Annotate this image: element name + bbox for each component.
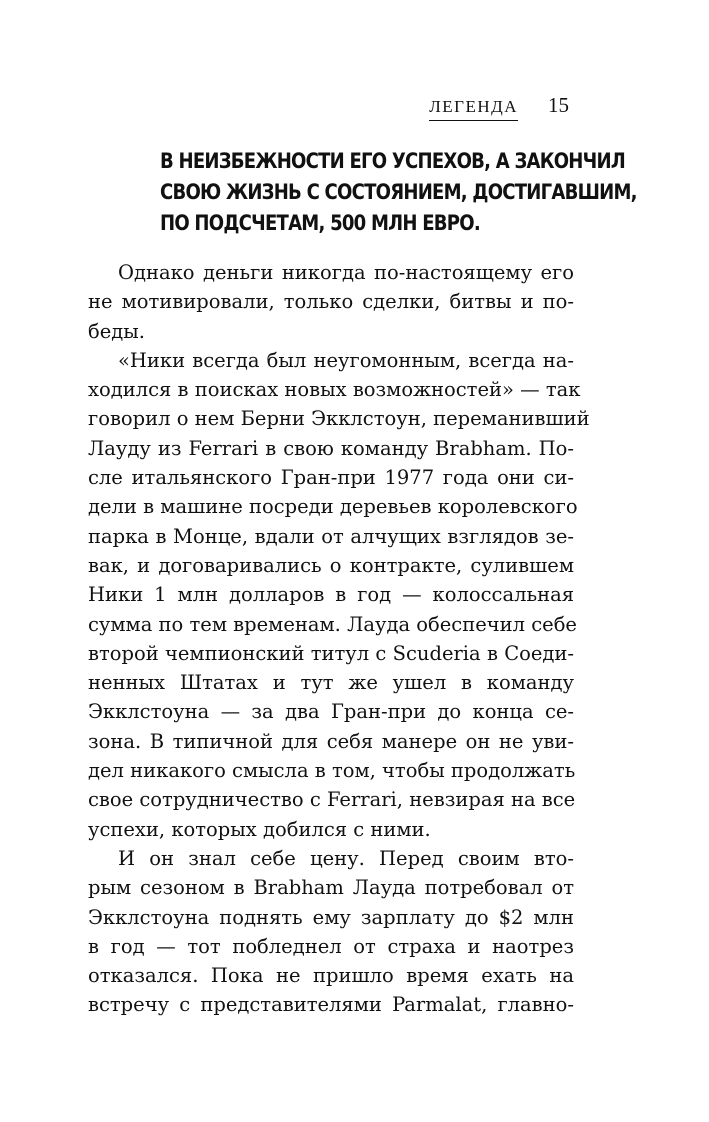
text-line: Экклстоуна — за два Гран-при до конца се- xyxy=(88,700,574,724)
text-line: Экклстоуна поднять ему зарплату до $2 млн xyxy=(88,905,574,929)
text-line: беды. xyxy=(88,319,146,343)
text-line: не мотивировали, только сделки, битвы и по- xyxy=(88,290,574,314)
text-line: отказался. Пока не пришло время ехать на xyxy=(88,964,574,988)
text-line: сумма по тем временам. Лауда обеспечил себе xyxy=(88,612,577,636)
page-number: 15 xyxy=(548,93,569,117)
text-line: в год — тот побледнел от страха и наотрез xyxy=(88,934,574,958)
text-line: парка в Монце, вдали от алчущих взглядов зе- xyxy=(88,524,574,548)
text-line: Однако деньги никогда по-настоящему его xyxy=(118,261,574,284)
text-line: сле итальянского Гран-при 1977 года они си- xyxy=(88,466,574,490)
running-head: ЛЕГЕНДА xyxy=(429,97,518,121)
text-line: успехи, которых добился с ними. xyxy=(88,817,431,841)
text-line: второй чемпионский титул с Scuderia в Соеди- xyxy=(88,641,574,665)
text-line: ходился в поисках новых возможностей» — так xyxy=(88,378,581,402)
text-line: рым сезоном в Brabham Лауда потребовал от xyxy=(88,876,574,900)
text-line: дел никакого смысла в том, чтобы продолжать xyxy=(88,759,576,783)
text-line: И он знал себе цену. Перед своим вто- xyxy=(118,846,574,870)
page-header xyxy=(429,93,569,121)
pull-quote-line: В НЕИЗБЕЖНОСТИ ЕГО УСПЕХОВ, А ЗАКОНЧИЛ xyxy=(160,149,626,173)
pull-quote-line: ПО ПОДСЧЕТАМ, 500 МЛН ЕВРО. xyxy=(160,211,480,235)
text-line: дели в машине посреди деревьев королевского xyxy=(88,495,578,519)
text-line: зона. В типичной для себя манере он не уви- xyxy=(88,729,574,753)
pull-quote xyxy=(160,146,637,239)
body-text xyxy=(88,258,590,1020)
text-line: Лауду из Ferrari в свою команду Brabham. По- xyxy=(88,436,574,460)
text-line: говорил о нем Берни Экклстоун, переманивший xyxy=(88,407,590,431)
text-line: Ники 1 млн долларов в год — колоссальная xyxy=(88,583,574,607)
pull-quote-line: СВОЮ ЖИЗНЬ С СОСТОЯНИЕМ, ДОСТИГАВШИМ, xyxy=(160,180,637,204)
text-line: встречу с представителями Parmalat, главно- xyxy=(88,993,574,1017)
text-line: «Ники всегда был неугомонным, всегда на- xyxy=(118,348,574,372)
text-line: свое сотрудничество с Ferrari, невзирая на все xyxy=(88,788,576,812)
text-line: вак, и договаривались о контракте, сулившем xyxy=(88,553,574,577)
text-line: ненных Штатах и тут же ушел в команду xyxy=(88,671,574,695)
